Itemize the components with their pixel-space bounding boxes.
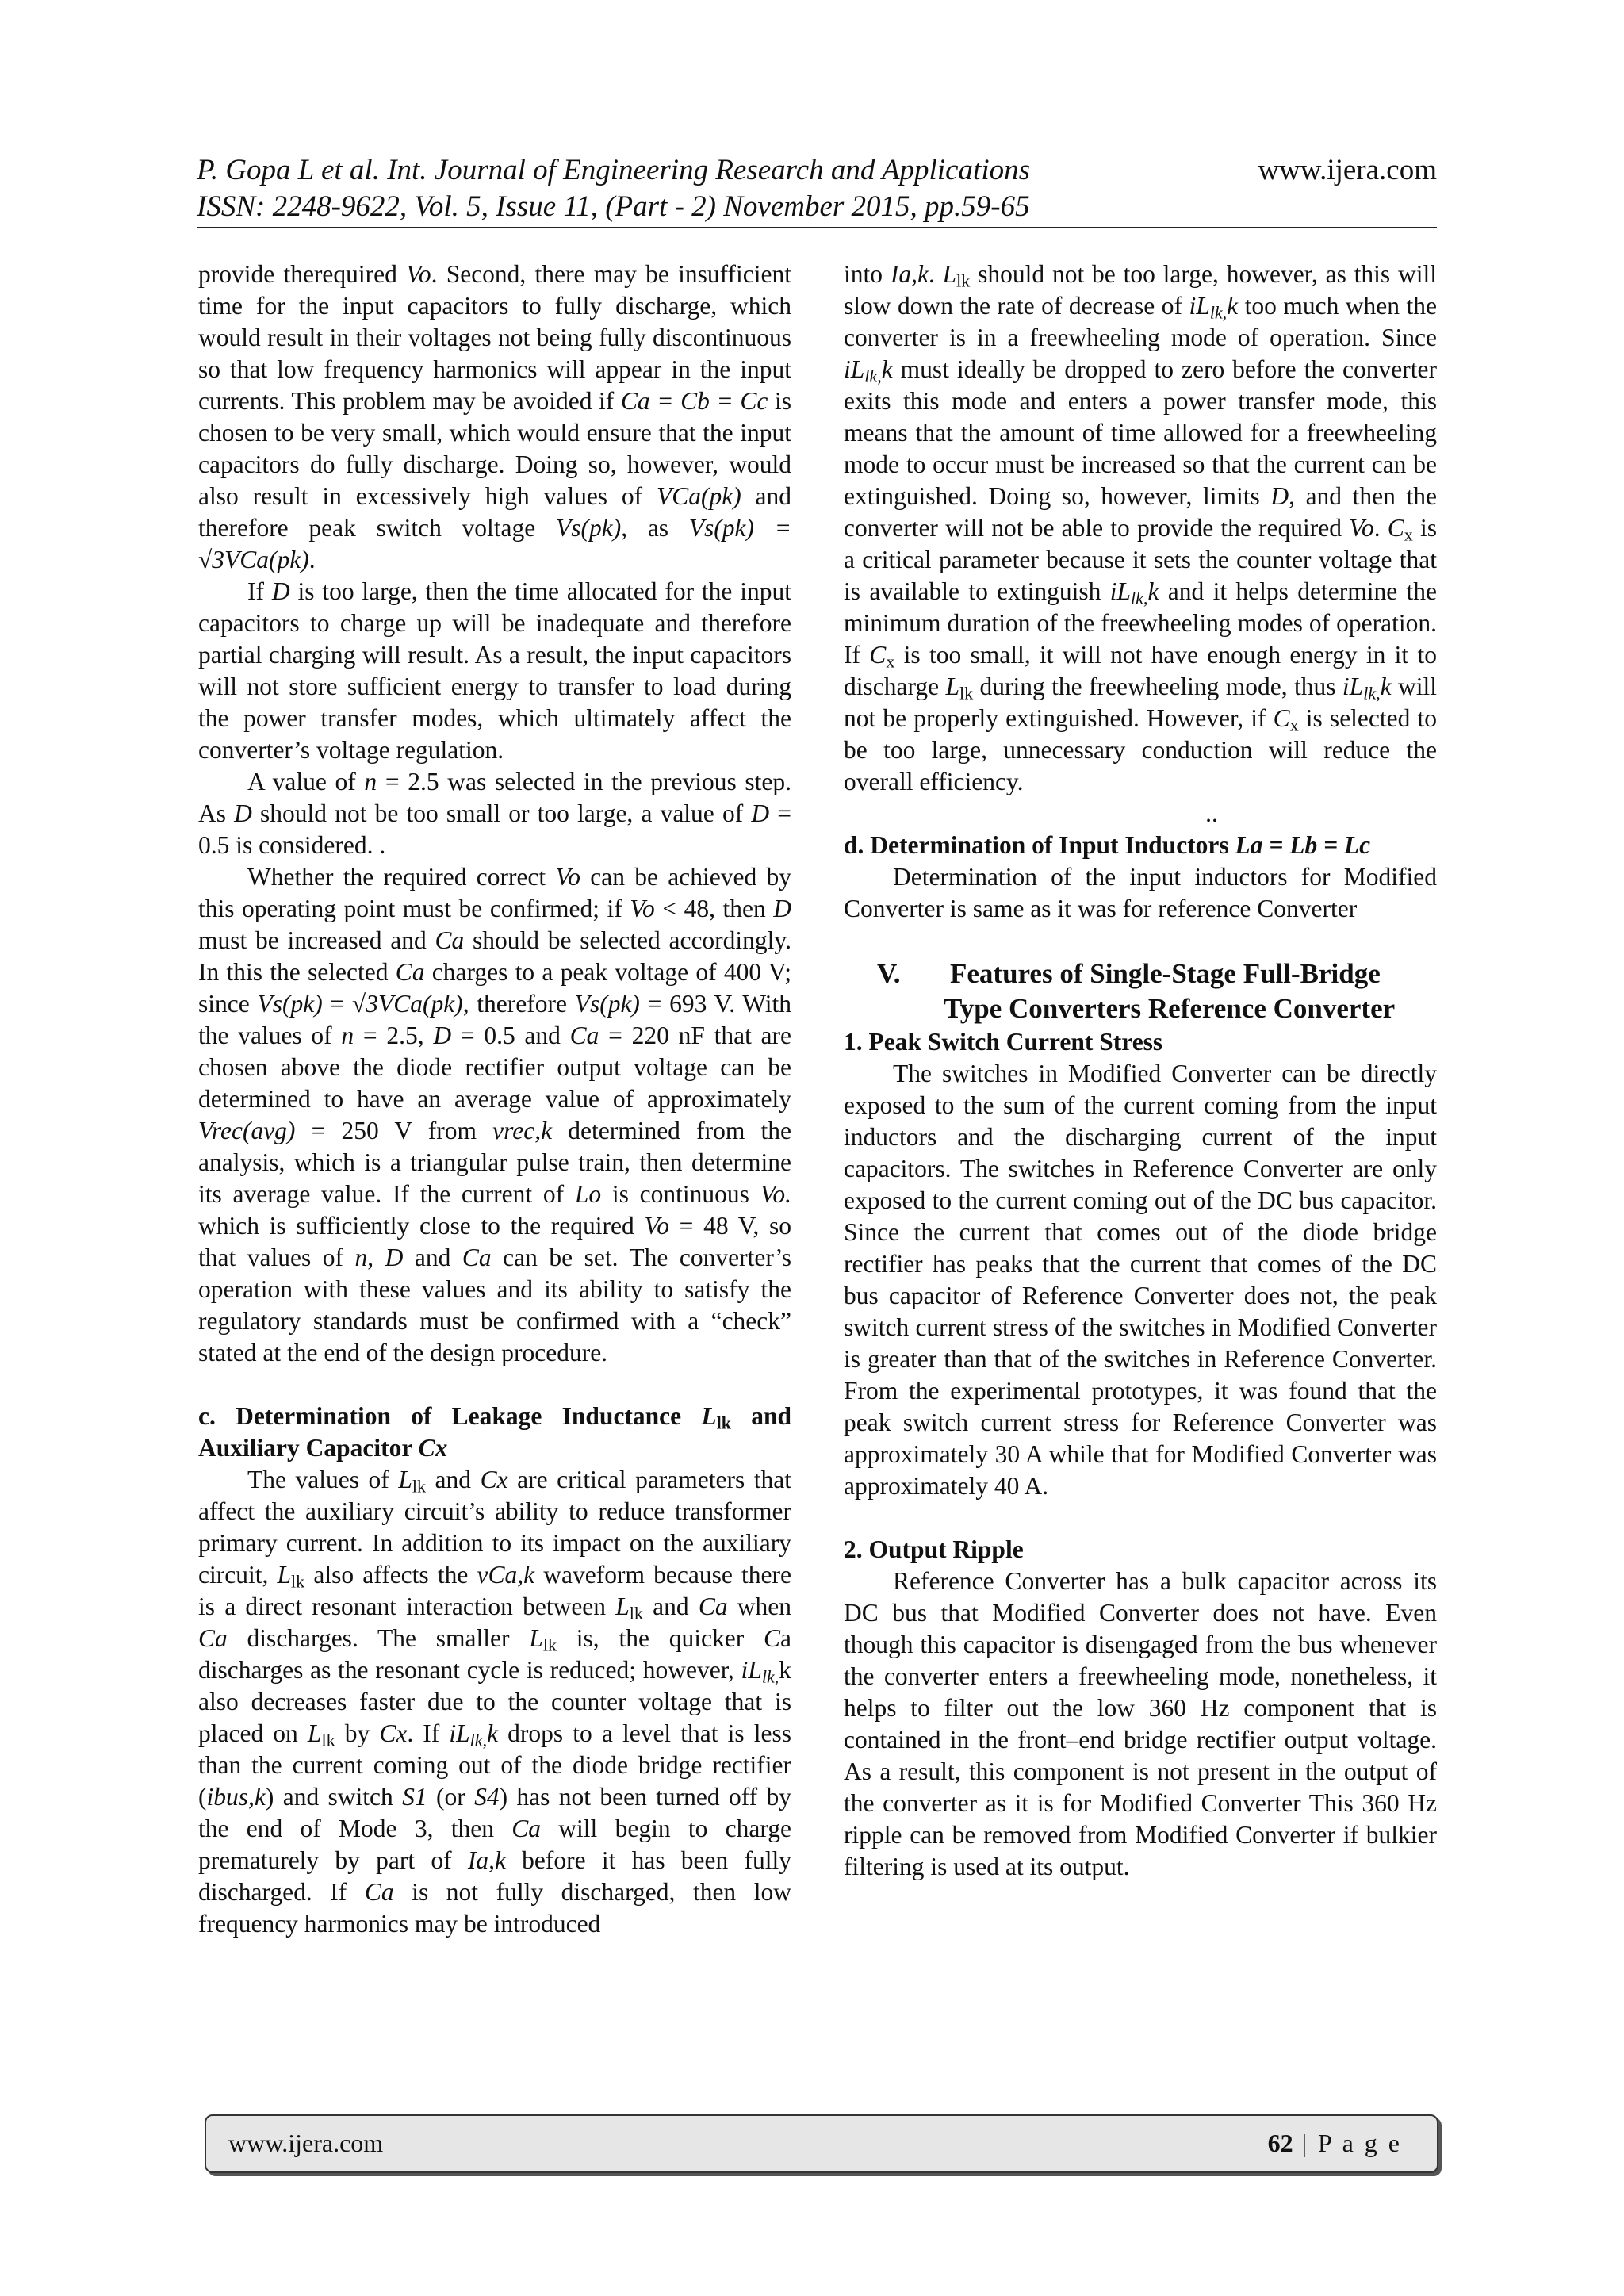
paragraph: Reference Converter has a bulk capacitor across its DC bus that Modified Converter does not have. Even though this capacitor is disengaged from the bus whenever the converter enters a freewheeling mode, nonetheless, it helps to filter out the low 360 Hz component that is contained in the front–end bridge rectifier output voltage. As a result, this component is not present in the output of the converter as it is for Modified Converter This 360 Hz ripple can be removed from Modified Converter if bulkier filtering is used at its output. bbox=[844, 1567, 1437, 1880]
paragraph: into Ia,k. $L_{lk}$ should not be too large, however, as this will slow down the rate of decrease of $iL_{lk,}k$ too much when the converter is in a freewheeling mode of operation. Since $iL_{lk,}k$ must ideally be dropped to zero before the converter exits this mode and enters a power transfer mode, this means that the amount of time allowed for a freewheeling mode to occur must be increased so that the current can be extinguished. Doing so, however, limits D, and then the converter will not be able to provide the required Vo. $C_x$ is a critical parameter because it sets the counter voltage that is available to extinguish $iL_{lk,}k$ and it helps determine the minimum duration of the freewheeling modes of operation. If $C_x$ is too small, it will not have enough energy in it to discharge $L_{lk}$ during the freewheeling mode, thus $iL_{lk,}k$ will not be properly extinguished. However, if $C_x$ is selected to be too large, unnecessary conduction will reduce the overall efficiency. bbox=[844, 260, 1438, 795]
ellipsis-mark: .. bbox=[1205, 799, 1218, 827]
paragraph: The switches in Modified Converter can be directly exposed to the sum of the current coming from the input inductors and the discharging current of the input capacitors. The switches in Reference Converter are only exposed to the current coming out of the DC bus capacitor. Since the current that comes out of the diode bridge rectifier has peaks that the current that comes of the DC bus capacitor of Reference Converter does not, the peak switch current stress of the switches in Modified Converter is greater than that of the switches in Reference Converter. From the experimental prototypes, it was found that the peak switch current stress for Reference Converter was approximately 30 A while that for Modified Converter was approximately 40 A. bbox=[844, 1060, 1437, 1500]
right-column bbox=[844, 259, 1437, 1883]
journal-url[interactable]: www.ijera.com bbox=[1258, 154, 1437, 186]
subsection-heading-2: 2. Output Ripple bbox=[844, 1535, 1024, 1563]
subsection-heading-1: 1. Peak Switch Current Stress bbox=[844, 1028, 1163, 1056]
page-footer bbox=[205, 2114, 1438, 2173]
paragraph: Determination of the input inductors for Modified Converter is same as it was for reference Converter bbox=[844, 863, 1437, 922]
section-title-v: V. Features of Single-Stage Full-Bridge Type Converters Reference Converter bbox=[877, 958, 1396, 1024]
subsection-heading-c: c. Determination of Leakage Inductance $L_{lk}$ and Auxiliary Capacitor Cx bbox=[198, 1402, 791, 1462]
left-column bbox=[198, 259, 791, 1940]
paragraph: A value of n = 2.5 was selected in the previous step. As D should not be too small or too large, a value of D = 0.5 is considered. . bbox=[198, 768, 792, 859]
issn-line: ISSN: 2248-9622, Vol. 5, Issue 11, (Part - 2) November 2015, pp.59-65 bbox=[197, 190, 1030, 223]
paragraph: The values of $L_{lk}$ and Cx are critical parameters that affect the auxiliary circuit’s ability to reduce transformer primary current. In addition to its impact on the auxiliary circuit, $L_{lk}$ also affects the vCa,k waveform because there is a direct resonant interaction between $L_{lk}$ and Ca when Ca discharges. The smaller $L_{lk}$ is, the quicker Ca discharges as the resonant cycle is reduced; however, $iL_{lk,}k$ also decreases faster due to the counter voltage that is placed on $L_{lk}$ by Cx. If $iL_{lk,}k$ drops to a level that is less than the current coming out of the diode bridge rectifier (ibus,k) and switch S1 (or S4) has not been turned off by the end of Mode 3, then Ca will begin to charge prematurely by part of Ia,k before it has been fully discharged. If Ca is not fully discharged, then low frequency harmonics may be introduced bbox=[198, 1466, 792, 1938]
footer-url[interactable]: www.ijera.com bbox=[228, 2129, 384, 2157]
header-rule bbox=[197, 227, 1437, 228]
page-header bbox=[197, 152, 1437, 225]
paragraph: provide therequired Vo. Second, there may be insufficient time for the input capacitors to fully discharge, which would result in their voltages not being fully discontinuous so that low frequency harmonics will appear in the input currents. This problem may be avoided if Ca = Cb = Cc is chosen to be very small, which would ensure that the input capacitors do fully discharge. Doing so, however, would also result in excessively high values of VCa(pk) and therefore peak switch voltage Vs(pk), as Vs(pk) = √3VCa(pk). bbox=[198, 260, 792, 573]
subsection-heading-d: d. Determination of Input Inductors La = Lb = Lc bbox=[844, 831, 1371, 859]
paragraph: Whether the required correct Vo can be achieved by this operating point must be confirmed; if Vo < 48, then D must be increased and Ca should be selected accordingly. In this the selected Ca charges to a peak voltage of 400 V; since Vs(pk) = √3VCa(pk), therefore Vs(pk) = 693 V. With the values of n = 2.5, D = 0.5 and Ca = 220 nF that are chosen above the diode rectifier output voltage can be determined to have an average value of approximately Vrec(avg) = 250 V from vrec,k determined from the analysis, which is a triangular pulse train, then determine its average value. If the current of Lo is continuous Vo. which is sufficiently close to the required Vo = 48 V, so that values of n, D and Ca can be set. The converter’s operation with these values and its ability to satisfy the regulatory standards must be confirmed with a “check” stated at the end of the design procedure. bbox=[198, 863, 792, 1366]
paragraph: If D is too large, then the time allocated for the input capacitors to charge up will be inadequate and therefore partial charging will result. As a result, the input capacitors will not store sufficient energy to transfer to load during the power transfer modes, which ultimately affect the converter’s voltage regulation. bbox=[198, 577, 792, 764]
journal-citation: P. Gopa L et al. Int. Journal of Engineering Research and Applications bbox=[197, 154, 1030, 186]
page-number: 62 | P a g e bbox=[1267, 2129, 1402, 2157]
